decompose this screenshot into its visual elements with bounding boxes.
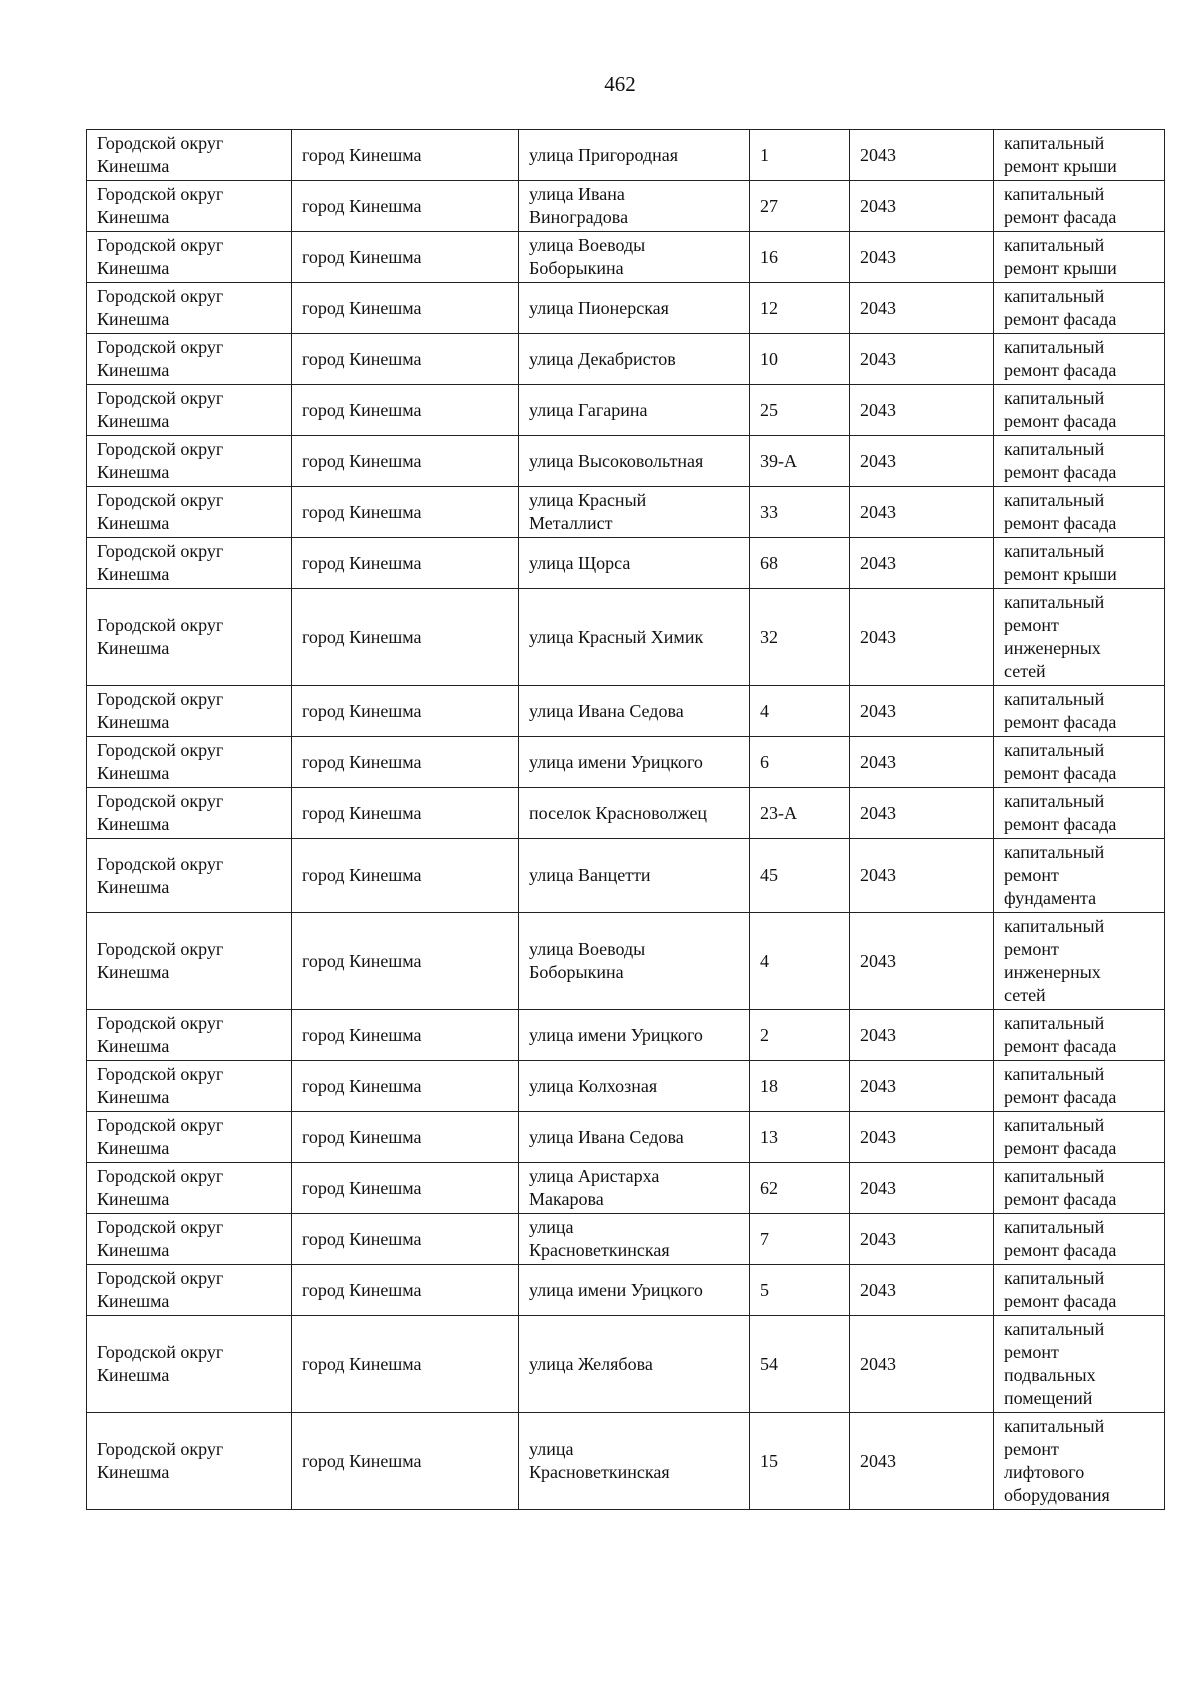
city-cell: город Кинешма [292,436,519,487]
table-row [87,589,1165,686]
year-cell: 2043 [850,788,994,839]
house-number-cell: 27 [750,181,850,232]
city-cell: город Кинешма [292,487,519,538]
city-cell: город Кинешма [292,1163,519,1214]
year-cell: 2043 [850,589,994,686]
street-cell: улица Ванцетти [519,839,750,913]
city-cell: город Кинешма [292,181,519,232]
year-cell: 2043 [850,487,994,538]
street-cell: улица Пионерская [519,283,750,334]
city-cell: город Кинешма [292,788,519,839]
table-row [87,686,1165,737]
table-row [87,1265,1165,1316]
table-row [87,788,1165,839]
year-cell: 2043 [850,130,994,181]
table-row [87,1413,1165,1510]
city-cell: город Кинешма [292,334,519,385]
street-cell: улица Красный Металлист [519,487,750,538]
work-type-cell: капитальный ремонт фасада [994,788,1165,839]
table-row [87,232,1165,283]
year-cell: 2043 [850,1163,994,1214]
district-cell: Городской округ Кинешма [87,283,292,334]
table-row [87,130,1165,181]
table-row [87,1316,1165,1413]
work-type-cell: капитальный ремонт фасада [994,1163,1165,1214]
city-cell: город Кинешма [292,737,519,788]
work-type-cell: капитальный ремонт фасада [994,1112,1165,1163]
street-cell: улица имени Урицкого [519,1010,750,1061]
district-cell: Городской округ Кинешма [87,839,292,913]
street-cell: улица Высоковольтная [519,436,750,487]
work-type-cell: капитальный ремонт фасада [994,283,1165,334]
district-cell: Городской округ Кинешма [87,232,292,283]
year-cell: 2043 [850,385,994,436]
year-cell: 2043 [850,1112,994,1163]
page-number: 462 [604,72,636,96]
district-cell: Городской округ Кинешма [87,130,292,181]
city-cell: город Кинешма [292,232,519,283]
street-cell: улица имени Урицкого [519,737,750,788]
city-cell: город Кинешма [292,1112,519,1163]
street-cell: улица Красноветкинская [519,1214,750,1265]
house-number-cell: 25 [750,385,850,436]
street-cell: улица Аристарха Макарова [519,1163,750,1214]
district-cell: Городской округ Кинешма [87,1061,292,1112]
work-type-cell: капитальный ремонт крыши [994,130,1165,181]
district-cell: Городской округ Кинешма [87,181,292,232]
city-cell: город Кинешма [292,839,519,913]
table-row [87,913,1165,1010]
street-cell: улица Ивана Седова [519,1112,750,1163]
street-cell: улица Воеводы Боборыкина [519,913,750,1010]
year-cell: 2043 [850,232,994,283]
repair-schedule-table [86,129,1165,1510]
house-number-cell: 18 [750,1061,850,1112]
street-cell: улица Красный Химик [519,589,750,686]
street-cell: улица Воеводы Боборыкина [519,232,750,283]
city-cell: город Кинешма [292,283,519,334]
work-type-cell: капитальный ремонт фасада [994,1265,1165,1316]
year-cell: 2043 [850,1316,994,1413]
table-row [87,436,1165,487]
work-type-cell: капитальный ремонт фундамента [994,839,1165,913]
house-number-cell: 32 [750,589,850,686]
district-cell: Городской округ Кинешма [87,788,292,839]
work-type-cell: капитальный ремонт фасада [994,334,1165,385]
district-cell: Городской округ Кинешма [87,1316,292,1413]
work-type-cell: капитальный ремонт фасада [994,436,1165,487]
district-cell: Городской округ Кинешма [87,1265,292,1316]
district-cell: Городской округ Кинешма [87,487,292,538]
street-cell: улица Декабристов [519,334,750,385]
year-cell: 2043 [850,1010,994,1061]
table-row [87,181,1165,232]
city-cell: город Кинешма [292,589,519,686]
table-row [87,1112,1165,1163]
table-row [87,737,1165,788]
district-cell: Городской округ Кинешма [87,1010,292,1061]
district-cell: Городской округ Кинешма [87,334,292,385]
work-type-cell: капитальный ремонт крыши [994,538,1165,589]
city-cell: город Кинешма [292,686,519,737]
work-type-cell: капитальный ремонт фасада [994,1010,1165,1061]
street-cell: улица Красноветкинская [519,1413,750,1510]
table-row [87,1214,1165,1265]
table-row [87,1163,1165,1214]
district-cell: Городской округ Кинешма [87,1214,292,1265]
year-cell: 2043 [850,1061,994,1112]
street-cell: улица Ивана Седова [519,686,750,737]
work-type-cell: капитальный ремонт фасада [994,1061,1165,1112]
work-type-cell: капитальный ремонт лифтового оборудования [994,1413,1165,1510]
house-number-cell: 39-А [750,436,850,487]
work-type-cell: капитальный ремонт подвальных помещений [994,1316,1165,1413]
work-type-cell: капитальный ремонт фасада [994,686,1165,737]
year-cell: 2043 [850,436,994,487]
street-cell: улица имени Урицкого [519,1265,750,1316]
street-cell: улица Пригородная [519,130,750,181]
street-cell: улица Желябова [519,1316,750,1413]
district-cell: Городской округ Кинешма [87,589,292,686]
work-type-cell: капитальный ремонт инженерных сетей [994,589,1165,686]
table-row [87,334,1165,385]
house-number-cell: 62 [750,1163,850,1214]
district-cell: Городской округ Кинешма [87,538,292,589]
house-number-cell: 33 [750,487,850,538]
year-cell: 2043 [850,839,994,913]
city-cell: город Кинешма [292,1061,519,1112]
house-number-cell: 15 [750,1413,850,1510]
year-cell: 2043 [850,913,994,1010]
work-type-cell: капитальный ремонт фасада [994,487,1165,538]
house-number-cell: 10 [750,334,850,385]
table-body [87,130,1165,1510]
city-cell: город Кинешма [292,1413,519,1510]
house-number-cell: 68 [750,538,850,589]
work-type-cell: капитальный ремонт фасада [994,1214,1165,1265]
street-cell: улица Колхозная [519,1061,750,1112]
house-number-cell: 2 [750,1010,850,1061]
house-number-cell: 13 [750,1112,850,1163]
house-number-cell: 7 [750,1214,850,1265]
district-cell: Городской округ Кинешма [87,1112,292,1163]
city-cell: город Кинешма [292,913,519,1010]
work-type-cell: капитальный ремонт фасада [994,385,1165,436]
district-cell: Городской округ Кинешма [87,686,292,737]
district-cell: Городской округ Кинешма [87,913,292,1010]
table-row [87,1010,1165,1061]
house-number-cell: 1 [750,130,850,181]
table-row [87,385,1165,436]
work-type-cell: капитальный ремонт крыши [994,232,1165,283]
table-row [87,839,1165,913]
year-cell: 2043 [850,1265,994,1316]
table-row [87,1061,1165,1112]
street-cell: улица Щорса [519,538,750,589]
work-type-cell: капитальный ремонт инженерных сетей [994,913,1165,1010]
table-row [87,283,1165,334]
city-cell: город Кинешма [292,1010,519,1061]
house-number-cell: 45 [750,839,850,913]
house-number-cell: 5 [750,1265,850,1316]
house-number-cell: 6 [750,737,850,788]
house-number-cell: 16 [750,232,850,283]
work-type-cell: капитальный ремонт фасада [994,737,1165,788]
city-cell: город Кинешма [292,538,519,589]
district-cell: Городской округ Кинешма [87,385,292,436]
district-cell: Городской округ Кинешма [87,737,292,788]
city-cell: город Кинешма [292,130,519,181]
district-cell: Городской округ Кинешма [87,1163,292,1214]
city-cell: город Кинешма [292,1316,519,1413]
district-cell: Городской округ Кинешма [87,1413,292,1510]
work-type-cell: капитальный ремонт фасада [994,181,1165,232]
house-number-cell: 4 [750,686,850,737]
district-cell: Городской округ Кинешма [87,436,292,487]
street-cell: улица Гагарина [519,385,750,436]
house-number-cell: 4 [750,913,850,1010]
year-cell: 2043 [850,538,994,589]
year-cell: 2043 [850,1413,994,1510]
house-number-cell: 23-А [750,788,850,839]
year-cell: 2043 [850,1214,994,1265]
house-number-cell: 12 [750,283,850,334]
city-cell: город Кинешма [292,385,519,436]
table-row [87,487,1165,538]
house-number-cell: 54 [750,1316,850,1413]
city-cell: город Кинешма [292,1265,519,1316]
year-cell: 2043 [850,737,994,788]
table-row [87,538,1165,589]
city-cell: город Кинешма [292,1214,519,1265]
street-cell: улица Ивана Виноградова [519,181,750,232]
year-cell: 2043 [850,181,994,232]
year-cell: 2043 [850,283,994,334]
street-cell: поселок Красноволжец [519,788,750,839]
year-cell: 2043 [850,686,994,737]
year-cell: 2043 [850,334,994,385]
